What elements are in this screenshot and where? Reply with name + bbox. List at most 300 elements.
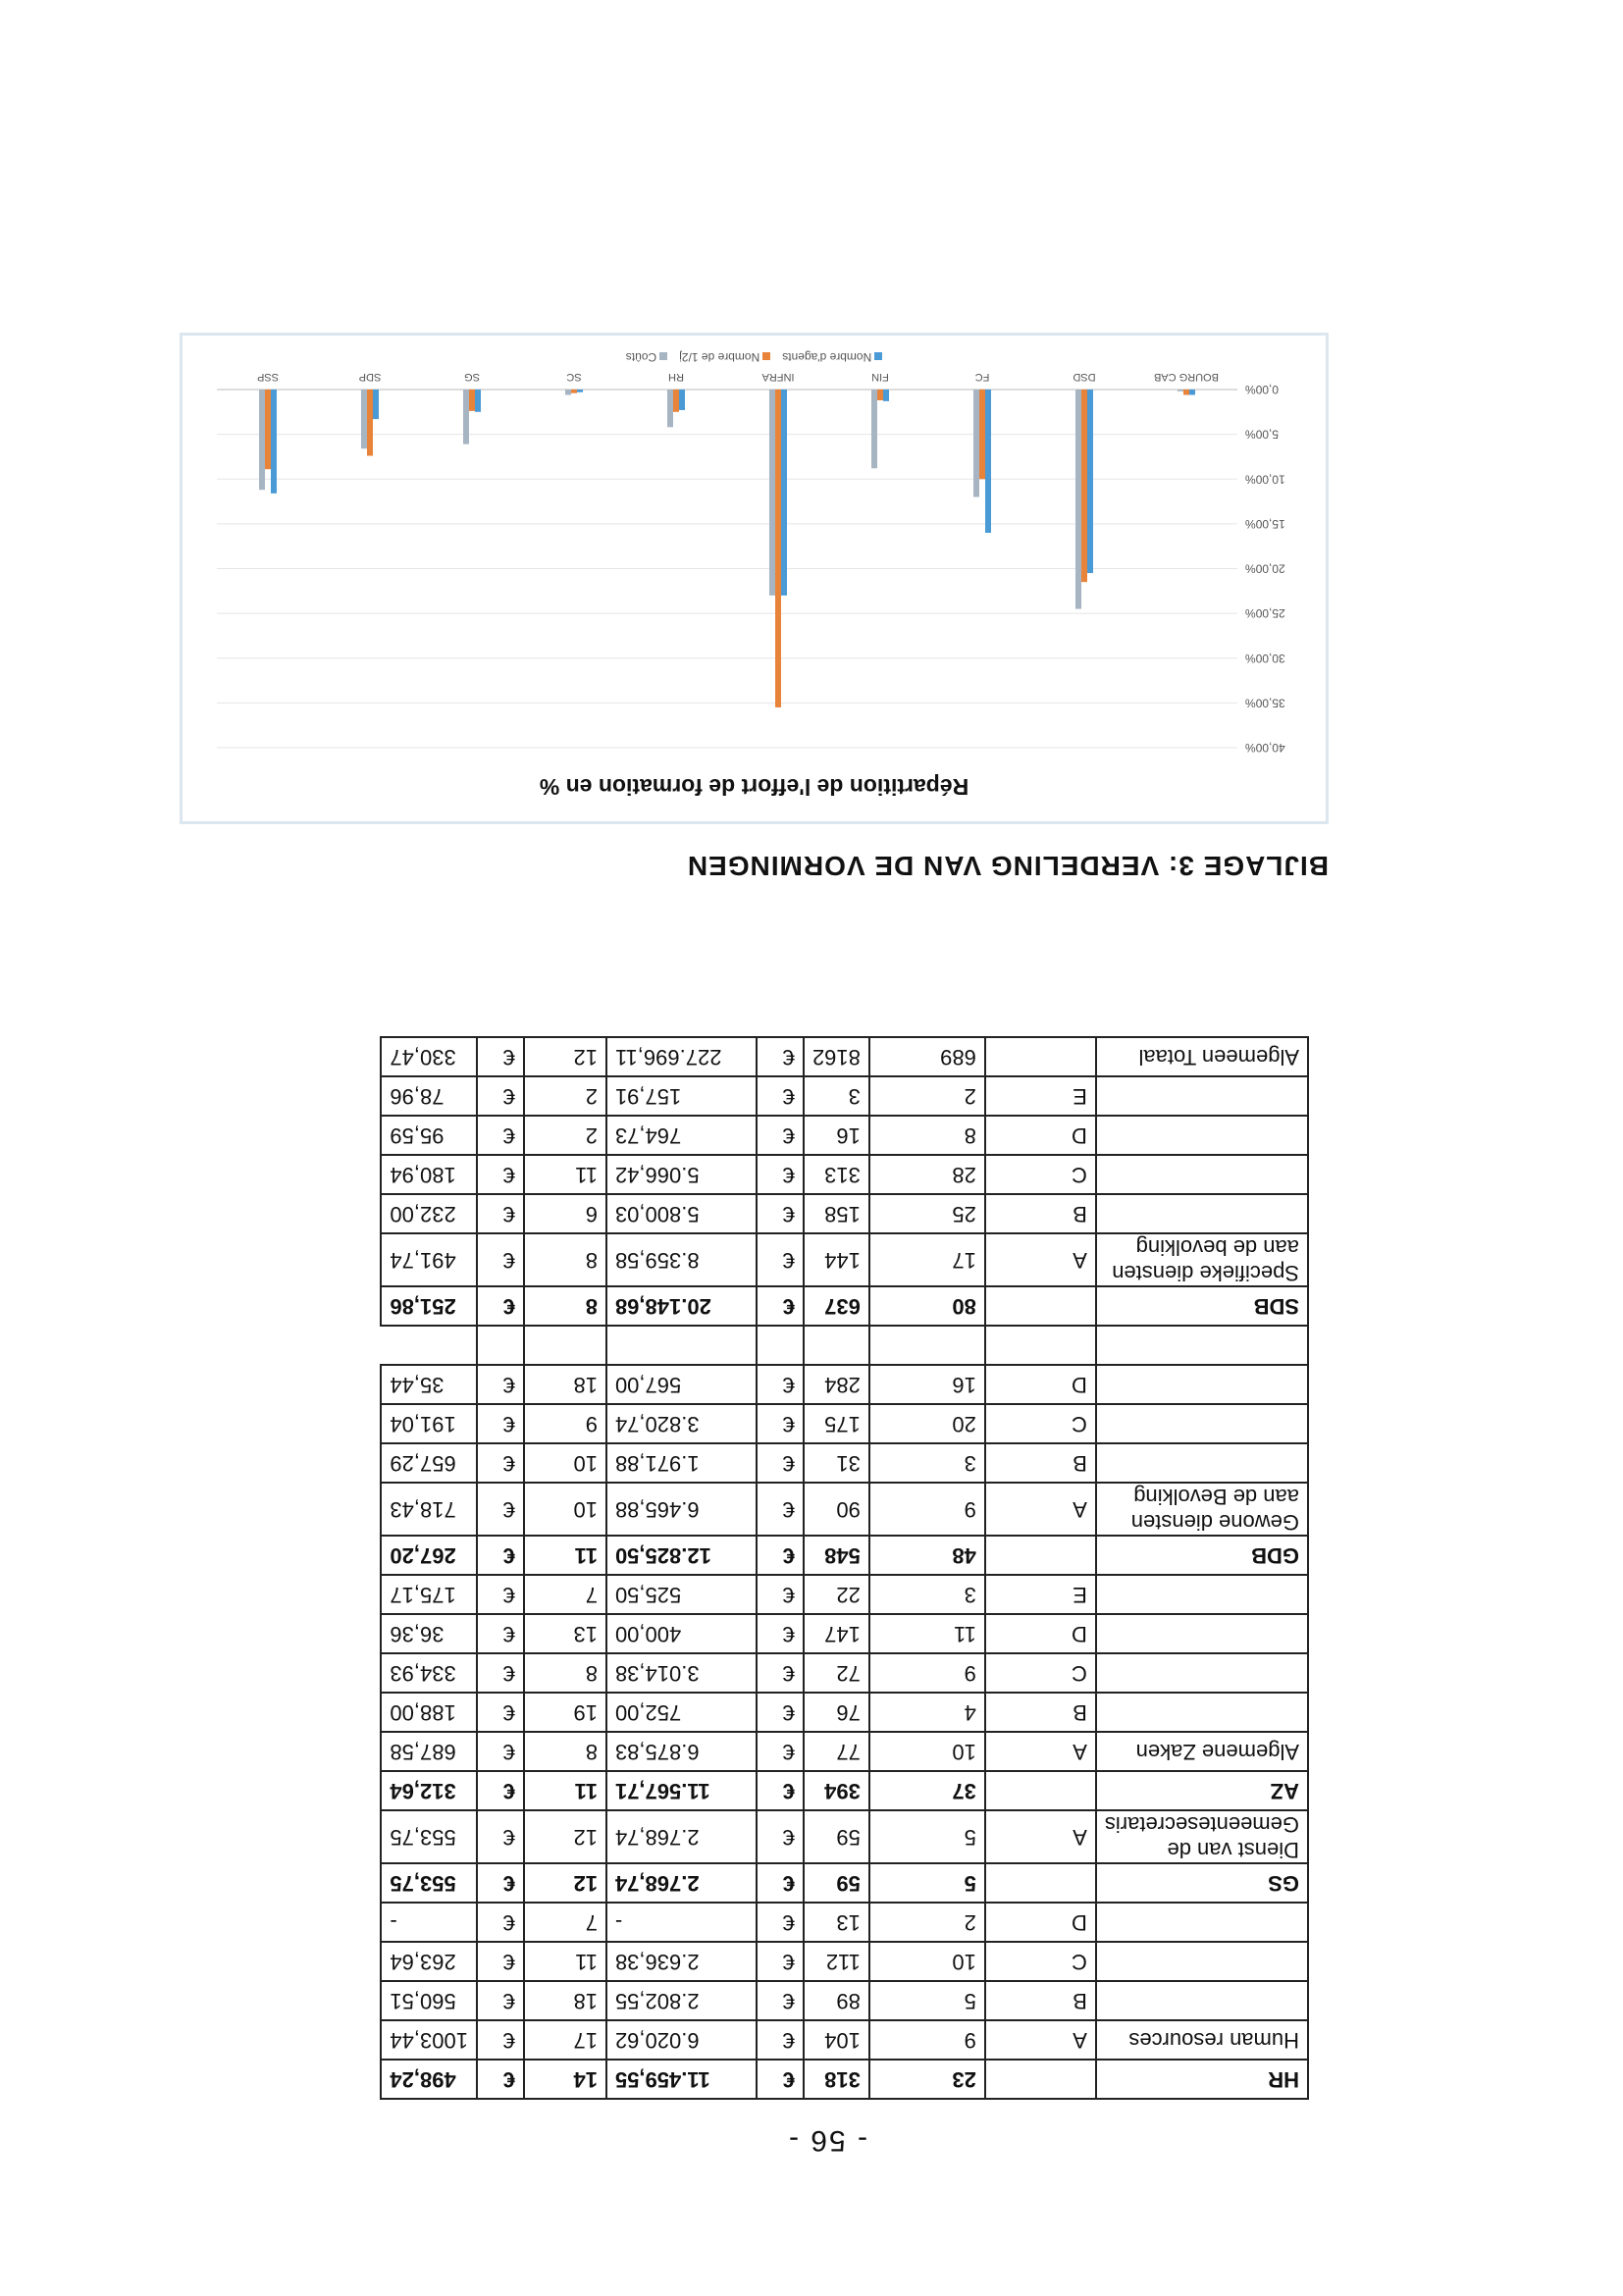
x-tick-label: SC bbox=[566, 371, 582, 383]
service-label bbox=[1096, 1365, 1308, 1404]
halfday-count: 13 bbox=[804, 1903, 869, 1942]
cost-total: 157,91 bbox=[606, 1076, 757, 1116]
halfdays-per-agent: 18 bbox=[524, 1365, 606, 1404]
subservice-letter bbox=[985, 1771, 1096, 1810]
cost-total: 227.696,11 bbox=[606, 1037, 757, 1076]
bar-sg-1 bbox=[469, 390, 475, 411]
euro-sign: € bbox=[757, 1233, 804, 1286]
y-tick-label: 15,00% bbox=[1245, 516, 1285, 531]
cost-per-agent: - bbox=[381, 1903, 477, 1942]
cost-per-agent: 491,74 bbox=[381, 1233, 477, 1286]
euro-sign: € bbox=[477, 1233, 524, 1286]
halfday-count: 8162 bbox=[804, 1037, 869, 1076]
service-label bbox=[1096, 1653, 1308, 1693]
cost-per-agent: 191,04 bbox=[381, 1404, 477, 1443]
euro-sign: € bbox=[477, 2020, 524, 2060]
euro-sign: € bbox=[477, 1771, 524, 1810]
service-label bbox=[1096, 1116, 1308, 1155]
service-label bbox=[1096, 1614, 1308, 1653]
agents-count: 9 bbox=[869, 1653, 985, 1693]
euro-sign: € bbox=[477, 1575, 524, 1614]
bar-ssp-2 bbox=[259, 390, 265, 490]
euro-sign: € bbox=[477, 1981, 524, 2020]
euro-sign: € bbox=[477, 1693, 524, 1732]
halfdays-per-agent: 7 bbox=[524, 1575, 606, 1614]
euro-sign: € bbox=[477, 1810, 524, 1863]
service-label: GDB bbox=[1096, 1536, 1308, 1575]
x-tick-label: FC bbox=[974, 371, 990, 383]
table-row bbox=[381, 1116, 1308, 1155]
euro-sign: € bbox=[757, 1693, 804, 1732]
euro-sign: € bbox=[477, 1037, 524, 1076]
euro-sign: € bbox=[477, 1116, 524, 1155]
halfday-count: 175 bbox=[804, 1404, 869, 1443]
subservice-letter: B bbox=[985, 1693, 1096, 1732]
euro-sign: € bbox=[477, 1863, 524, 1903]
euro-sign: € bbox=[477, 1536, 524, 1575]
bar-sdp-2 bbox=[361, 390, 367, 448]
service-label bbox=[1096, 1693, 1308, 1732]
group-total-row bbox=[381, 2060, 1308, 2099]
legend-label: Nombre d'agents bbox=[782, 350, 872, 364]
bar-rh-0 bbox=[679, 390, 685, 410]
table-row bbox=[381, 1404, 1308, 1443]
y-tick-label: 40,00% bbox=[1245, 741, 1285, 755]
subservice-letter: C bbox=[985, 1942, 1096, 1981]
cost-per-agent: 560,51 bbox=[381, 1981, 477, 2020]
halfday-count: 144 bbox=[804, 1233, 869, 1286]
service-label bbox=[1096, 1155, 1308, 1194]
agents-count: 9 bbox=[869, 1483, 985, 1536]
cost-per-agent: 95,59 bbox=[381, 1116, 477, 1155]
agents-count: 10 bbox=[869, 1732, 985, 1771]
bar-sc-2 bbox=[565, 390, 571, 394]
halfday-count: 3 bbox=[804, 1076, 869, 1116]
euro-sign: € bbox=[757, 1194, 804, 1233]
cost-per-agent: 175,17 bbox=[381, 1575, 477, 1614]
halfday-count: 147 bbox=[804, 1614, 869, 1653]
cost-per-agent: 718,43 bbox=[381, 1483, 477, 1536]
y-tick-label: 30,00% bbox=[1245, 651, 1285, 665]
halfdays-per-agent: 12 bbox=[524, 1863, 606, 1903]
cost-total: 6.465,88 bbox=[606, 1483, 757, 1536]
halfdays-per-agent: 10 bbox=[524, 1483, 606, 1536]
bar-chart bbox=[183, 336, 1326, 821]
cost-per-agent: 78,96 bbox=[381, 1076, 477, 1116]
cost-per-agent: 553,75 bbox=[381, 1863, 477, 1903]
bar-fc-0 bbox=[985, 390, 991, 533]
group-total-row bbox=[381, 1536, 1308, 1575]
agents-count: 28 bbox=[869, 1155, 985, 1194]
euro-sign: € bbox=[757, 1575, 804, 1614]
spacer-cell bbox=[757, 1326, 804, 1365]
halfday-count: 76 bbox=[804, 1693, 869, 1732]
subservice-letter: B bbox=[985, 1981, 1096, 2020]
euro-sign: € bbox=[757, 2020, 804, 2060]
halfday-count: 59 bbox=[804, 1863, 869, 1903]
legend-entry bbox=[782, 350, 882, 364]
service-label bbox=[1096, 1194, 1308, 1233]
service-label bbox=[1096, 1404, 1308, 1443]
cost-total: 752,00 bbox=[606, 1693, 757, 1732]
euro-sign: € bbox=[757, 1771, 804, 1810]
x-tick-label: INFRA bbox=[761, 371, 795, 383]
table-row bbox=[381, 1810, 1308, 1863]
bar-infra-1 bbox=[775, 390, 781, 707]
subservice-letter: B bbox=[985, 1443, 1096, 1483]
table-row bbox=[381, 2020, 1308, 2060]
cost-per-agent: 312,64 bbox=[381, 1771, 477, 1810]
legend-swatch bbox=[659, 352, 667, 360]
halfdays-per-agent: 9 bbox=[524, 1404, 606, 1443]
group-total-row bbox=[381, 1286, 1308, 1326]
subservice-letter bbox=[985, 1286, 1096, 1326]
euro-sign: € bbox=[757, 1155, 804, 1194]
cost-per-agent: 251,86 bbox=[381, 1286, 477, 1326]
euro-sign: € bbox=[477, 1155, 524, 1194]
bar-fc-2 bbox=[973, 390, 979, 497]
agents-count: 48 bbox=[869, 1536, 985, 1575]
halfday-count: 313 bbox=[804, 1155, 869, 1194]
group-total-row bbox=[381, 1771, 1308, 1810]
table-row bbox=[381, 1903, 1308, 1942]
chart-legend bbox=[183, 350, 1326, 364]
subservice-letter: D bbox=[985, 1116, 1096, 1155]
halfdays-per-agent: 18 bbox=[524, 1981, 606, 2020]
euro-sign: € bbox=[757, 1942, 804, 1981]
halfdays-per-agent: 12 bbox=[524, 1810, 606, 1863]
euro-sign: € bbox=[477, 1942, 524, 1981]
training-distribution-table bbox=[380, 1036, 1309, 2100]
agents-count: 37 bbox=[869, 1771, 985, 1810]
bar-ssp-1 bbox=[265, 390, 271, 469]
cost-per-agent: 232,00 bbox=[381, 1194, 477, 1233]
legend-swatch bbox=[762, 352, 770, 360]
y-tick-label: 25,00% bbox=[1245, 606, 1285, 621]
halfdays-per-agent: 11 bbox=[524, 1771, 606, 1810]
legend-label: Nombre de 1/2j bbox=[679, 350, 760, 364]
service-label bbox=[1096, 1903, 1308, 1942]
table-row bbox=[381, 1155, 1308, 1194]
cost-per-agent: 334,93 bbox=[381, 1653, 477, 1693]
table-row bbox=[381, 1981, 1308, 2020]
halfday-count: 637 bbox=[804, 1286, 869, 1326]
agents-count: 2 bbox=[869, 1076, 985, 1116]
agents-count: 3 bbox=[869, 1575, 985, 1614]
cost-total: 2.636,38 bbox=[606, 1942, 757, 1981]
euro-sign: € bbox=[757, 1732, 804, 1771]
euro-sign: € bbox=[757, 1981, 804, 2020]
cost-per-agent: 263,64 bbox=[381, 1942, 477, 1981]
euro-sign: € bbox=[477, 1365, 524, 1404]
euro-sign: € bbox=[477, 1614, 524, 1653]
cost-total: - bbox=[606, 1903, 757, 1942]
table-row bbox=[381, 1365, 1308, 1404]
halfdays-per-agent: 8 bbox=[524, 1286, 606, 1326]
grand-total-row bbox=[381, 1037, 1308, 1076]
cost-total: 6.875,83 bbox=[606, 1732, 757, 1771]
subservice-letter: C bbox=[985, 1155, 1096, 1194]
halfday-count: 59 bbox=[804, 1810, 869, 1863]
halfdays-per-agent: 2 bbox=[524, 1116, 606, 1155]
cost-per-agent: 553,75 bbox=[381, 1810, 477, 1863]
cost-per-agent: 188,00 bbox=[381, 1693, 477, 1732]
halfdays-per-agent: 8 bbox=[524, 1732, 606, 1771]
spacer-row bbox=[381, 1326, 1308, 1365]
bar-bourg-cab-2 bbox=[1178, 390, 1183, 391]
subservice-letter: E bbox=[985, 1575, 1096, 1614]
cost-per-agent: 657,29 bbox=[381, 1443, 477, 1483]
service-label: GS bbox=[1096, 1863, 1308, 1903]
x-tick-label: DSD bbox=[1073, 371, 1096, 383]
halfdays-per-agent: 8 bbox=[524, 1653, 606, 1693]
spacer-cell bbox=[524, 1326, 606, 1365]
agents-count: 3 bbox=[869, 1443, 985, 1483]
subservice-letter: D bbox=[985, 1365, 1096, 1404]
euro-sign: € bbox=[757, 1903, 804, 1942]
table-row bbox=[381, 1483, 1308, 1536]
halfdays-per-agent: 2 bbox=[524, 1076, 606, 1116]
euro-sign: € bbox=[477, 1443, 524, 1483]
service-label: Human resources bbox=[1096, 2020, 1308, 2060]
agents-count: 8 bbox=[869, 1116, 985, 1155]
halfdays-per-agent: 7 bbox=[524, 1903, 606, 1942]
euro-sign: € bbox=[757, 1483, 804, 1536]
halfdays-per-agent: 17 bbox=[524, 2020, 606, 2060]
bar-sg-2 bbox=[463, 390, 469, 444]
bar-sc-0 bbox=[577, 390, 583, 392]
cost-total: 3.820,74 bbox=[606, 1404, 757, 1443]
bar-fc-1 bbox=[979, 390, 985, 479]
euro-sign: € bbox=[477, 1404, 524, 1443]
agents-count: 17 bbox=[869, 1233, 985, 1286]
legend-swatch bbox=[874, 352, 882, 360]
agents-count: 2 bbox=[869, 1903, 985, 1942]
service-label bbox=[1096, 1076, 1308, 1116]
agents-count: 20 bbox=[869, 1404, 985, 1443]
bar-bourg-cab-1 bbox=[1183, 390, 1189, 394]
service-label bbox=[1096, 1981, 1308, 2020]
halfday-count: 104 bbox=[804, 2020, 869, 2060]
agents-count: 10 bbox=[869, 1942, 985, 1981]
cost-total: 525,50 bbox=[606, 1575, 757, 1614]
service-label: HR bbox=[1096, 2060, 1308, 2099]
spacer-cell bbox=[985, 1326, 1096, 1365]
euro-sign: € bbox=[757, 1076, 804, 1116]
subservice-letter: E bbox=[985, 1076, 1096, 1116]
table-row bbox=[381, 1614, 1308, 1653]
y-tick-label: 5,00% bbox=[1245, 427, 1280, 442]
halfdays-per-agent: 11 bbox=[524, 1942, 606, 1981]
bar-sg-0 bbox=[475, 390, 481, 412]
cost-total: 12.825,50 bbox=[606, 1536, 757, 1575]
subservice-letter: A bbox=[985, 1732, 1096, 1771]
service-label bbox=[1096, 1443, 1308, 1483]
x-tick-label: RH bbox=[668, 371, 684, 383]
y-tick-label: 35,00% bbox=[1245, 696, 1285, 710]
table-row bbox=[381, 1233, 1308, 1286]
agents-count: 11 bbox=[869, 1614, 985, 1653]
euro-sign: € bbox=[757, 1037, 804, 1076]
group-total-row bbox=[381, 1863, 1308, 1903]
agents-count: 5 bbox=[869, 1810, 985, 1863]
halfday-count: 548 bbox=[804, 1536, 869, 1575]
legend-entry bbox=[626, 350, 667, 364]
cost-total: 3.014,38 bbox=[606, 1653, 757, 1693]
subservice-letter: D bbox=[985, 1614, 1096, 1653]
service-label: SDB bbox=[1096, 1286, 1308, 1326]
service-label bbox=[1096, 1575, 1308, 1614]
euro-sign: € bbox=[477, 1903, 524, 1942]
cost-per-agent: 180,94 bbox=[381, 1155, 477, 1194]
spacer-cell bbox=[869, 1326, 985, 1365]
cost-per-agent: 1003,44 bbox=[381, 2020, 477, 2060]
euro-sign: € bbox=[757, 1653, 804, 1693]
halfday-count: 22 bbox=[804, 1575, 869, 1614]
cost-total: 6.020,62 bbox=[606, 2020, 757, 2060]
halfday-count: 394 bbox=[804, 1771, 869, 1810]
page-number: - 56 - bbox=[786, 2124, 867, 2157]
spacer-cell bbox=[804, 1326, 869, 1365]
y-tick-label: 20,00% bbox=[1245, 561, 1285, 576]
cost-total: 11.459,55 bbox=[606, 2060, 757, 2099]
halfdays-per-agent: 12 bbox=[524, 1037, 606, 1076]
cost-total: 1.971,88 bbox=[606, 1443, 757, 1483]
cost-per-agent: 687,58 bbox=[381, 1732, 477, 1771]
agents-count: 9 bbox=[869, 2020, 985, 2060]
cost-total: 567,00 bbox=[606, 1365, 757, 1404]
bar-infra-0 bbox=[781, 390, 787, 596]
bar-fin-0 bbox=[883, 390, 889, 401]
halfday-count: 284 bbox=[804, 1365, 869, 1404]
table-row bbox=[381, 1732, 1308, 1771]
bar-bourg-cab-0 bbox=[1189, 390, 1195, 394]
cost-per-agent: 36,36 bbox=[381, 1614, 477, 1653]
euro-sign: € bbox=[757, 1365, 804, 1404]
table-row bbox=[381, 1076, 1308, 1116]
x-tick-label: FIN bbox=[871, 371, 889, 383]
chart-title: Répartition de l'effort de formation en % bbox=[539, 774, 969, 800]
service-label: Gewone diensten aan de Bevolking bbox=[1096, 1483, 1308, 1536]
bar-fin-2 bbox=[871, 390, 877, 468]
halfday-count: 31 bbox=[804, 1443, 869, 1483]
chart-container bbox=[180, 333, 1329, 824]
halfdays-per-agent: 11 bbox=[524, 1536, 606, 1575]
bar-dsd-0 bbox=[1087, 390, 1093, 573]
x-tick-label: BOURG CAB bbox=[1153, 371, 1220, 383]
table-row bbox=[381, 1443, 1308, 1483]
legend-label: Coûts bbox=[625, 350, 657, 364]
bar-rh-1 bbox=[673, 390, 679, 412]
halfdays-per-agent: 6 bbox=[524, 1194, 606, 1233]
subservice-letter bbox=[985, 1037, 1096, 1076]
euro-sign: € bbox=[757, 1116, 804, 1155]
halfdays-per-agent: 8 bbox=[524, 1233, 606, 1286]
agents-count: 23 bbox=[869, 2060, 985, 2099]
subservice-letter: B bbox=[985, 1194, 1096, 1233]
legend-entry bbox=[679, 350, 770, 364]
agents-count: 25 bbox=[869, 1194, 985, 1233]
bar-fin-1 bbox=[877, 390, 883, 400]
cost-total: 400,00 bbox=[606, 1614, 757, 1653]
table-row bbox=[381, 1575, 1308, 1614]
halfdays-per-agent: 13 bbox=[524, 1614, 606, 1653]
euro-sign: € bbox=[757, 1404, 804, 1443]
halfday-count: 77 bbox=[804, 1732, 869, 1771]
halfdays-per-agent: 10 bbox=[524, 1443, 606, 1483]
subservice-letter: D bbox=[985, 1903, 1096, 1942]
cost-total: 5.066,42 bbox=[606, 1155, 757, 1194]
euro-sign: € bbox=[757, 1614, 804, 1653]
service-label: Algemene Zaken bbox=[1096, 1732, 1308, 1771]
cost-total: 2.768,74 bbox=[606, 1863, 757, 1903]
bar-rh-2 bbox=[667, 390, 673, 427]
euro-sign: € bbox=[477, 1076, 524, 1116]
halfday-count: 90 bbox=[804, 1483, 869, 1536]
euro-sign: € bbox=[477, 2060, 524, 2099]
bar-ssp-0 bbox=[271, 390, 277, 494]
bar-sdp-1 bbox=[367, 390, 373, 456]
cost-total: 5.800,03 bbox=[606, 1194, 757, 1233]
cost-total: 20.148,68 bbox=[606, 1286, 757, 1326]
cost-total: 2.768,74 bbox=[606, 1810, 757, 1863]
euro-sign: € bbox=[477, 1732, 524, 1771]
bar-sc-1 bbox=[571, 390, 577, 393]
cost-total: 2.802,55 bbox=[606, 1981, 757, 2020]
subservice-letter bbox=[985, 2060, 1096, 2099]
halfday-count: 72 bbox=[804, 1653, 869, 1693]
y-tick-label: 10,00% bbox=[1245, 472, 1285, 487]
cost-per-agent: 267,20 bbox=[381, 1536, 477, 1575]
table-row bbox=[381, 1693, 1308, 1732]
halfdays-per-agent: 19 bbox=[524, 1693, 606, 1732]
subservice-letter: A bbox=[985, 1483, 1096, 1536]
agents-count: 689 bbox=[869, 1037, 985, 1076]
bar-sdp-0 bbox=[373, 390, 379, 419]
bar-dsd-2 bbox=[1075, 390, 1081, 609]
euro-sign: € bbox=[477, 1483, 524, 1536]
spacer-cell bbox=[477, 1326, 524, 1365]
cost-total: 8.359,58 bbox=[606, 1233, 757, 1286]
euro-sign: € bbox=[477, 1286, 524, 1326]
cost-total: 764,73 bbox=[606, 1116, 757, 1155]
agents-count: 4 bbox=[869, 1693, 985, 1732]
x-tick-label: SSP bbox=[256, 371, 280, 383]
subservice-letter bbox=[985, 1536, 1096, 1575]
bar-dsd-1 bbox=[1081, 390, 1087, 582]
spacer-cell bbox=[1096, 1326, 1308, 1365]
table-row bbox=[381, 1653, 1308, 1693]
y-tick-label: 0,00% bbox=[1245, 383, 1280, 396]
annex-heading: BIJLAGE 3: VERDELING VAN DE VORMINGEN bbox=[686, 851, 1329, 881]
halfday-count: 16 bbox=[804, 1116, 869, 1155]
x-tick-label: SG bbox=[464, 371, 480, 383]
cost-per-agent: 330,47 bbox=[381, 1037, 477, 1076]
euro-sign: € bbox=[757, 1286, 804, 1326]
service-label: Dienst van de Gemeentesecretaris bbox=[1096, 1810, 1308, 1863]
subservice-letter: A bbox=[985, 1233, 1096, 1286]
table-row bbox=[381, 1942, 1308, 1981]
subservice-letter: C bbox=[985, 1404, 1096, 1443]
halfday-count: 158 bbox=[804, 1194, 869, 1233]
subservice-letter: C bbox=[985, 1653, 1096, 1693]
table-row bbox=[381, 1194, 1308, 1233]
euro-sign: € bbox=[477, 1194, 524, 1233]
cost-total: 11.567,71 bbox=[606, 1771, 757, 1810]
spacer-cell bbox=[606, 1326, 757, 1365]
subservice-letter: A bbox=[985, 1810, 1096, 1863]
euro-sign: € bbox=[757, 1443, 804, 1483]
